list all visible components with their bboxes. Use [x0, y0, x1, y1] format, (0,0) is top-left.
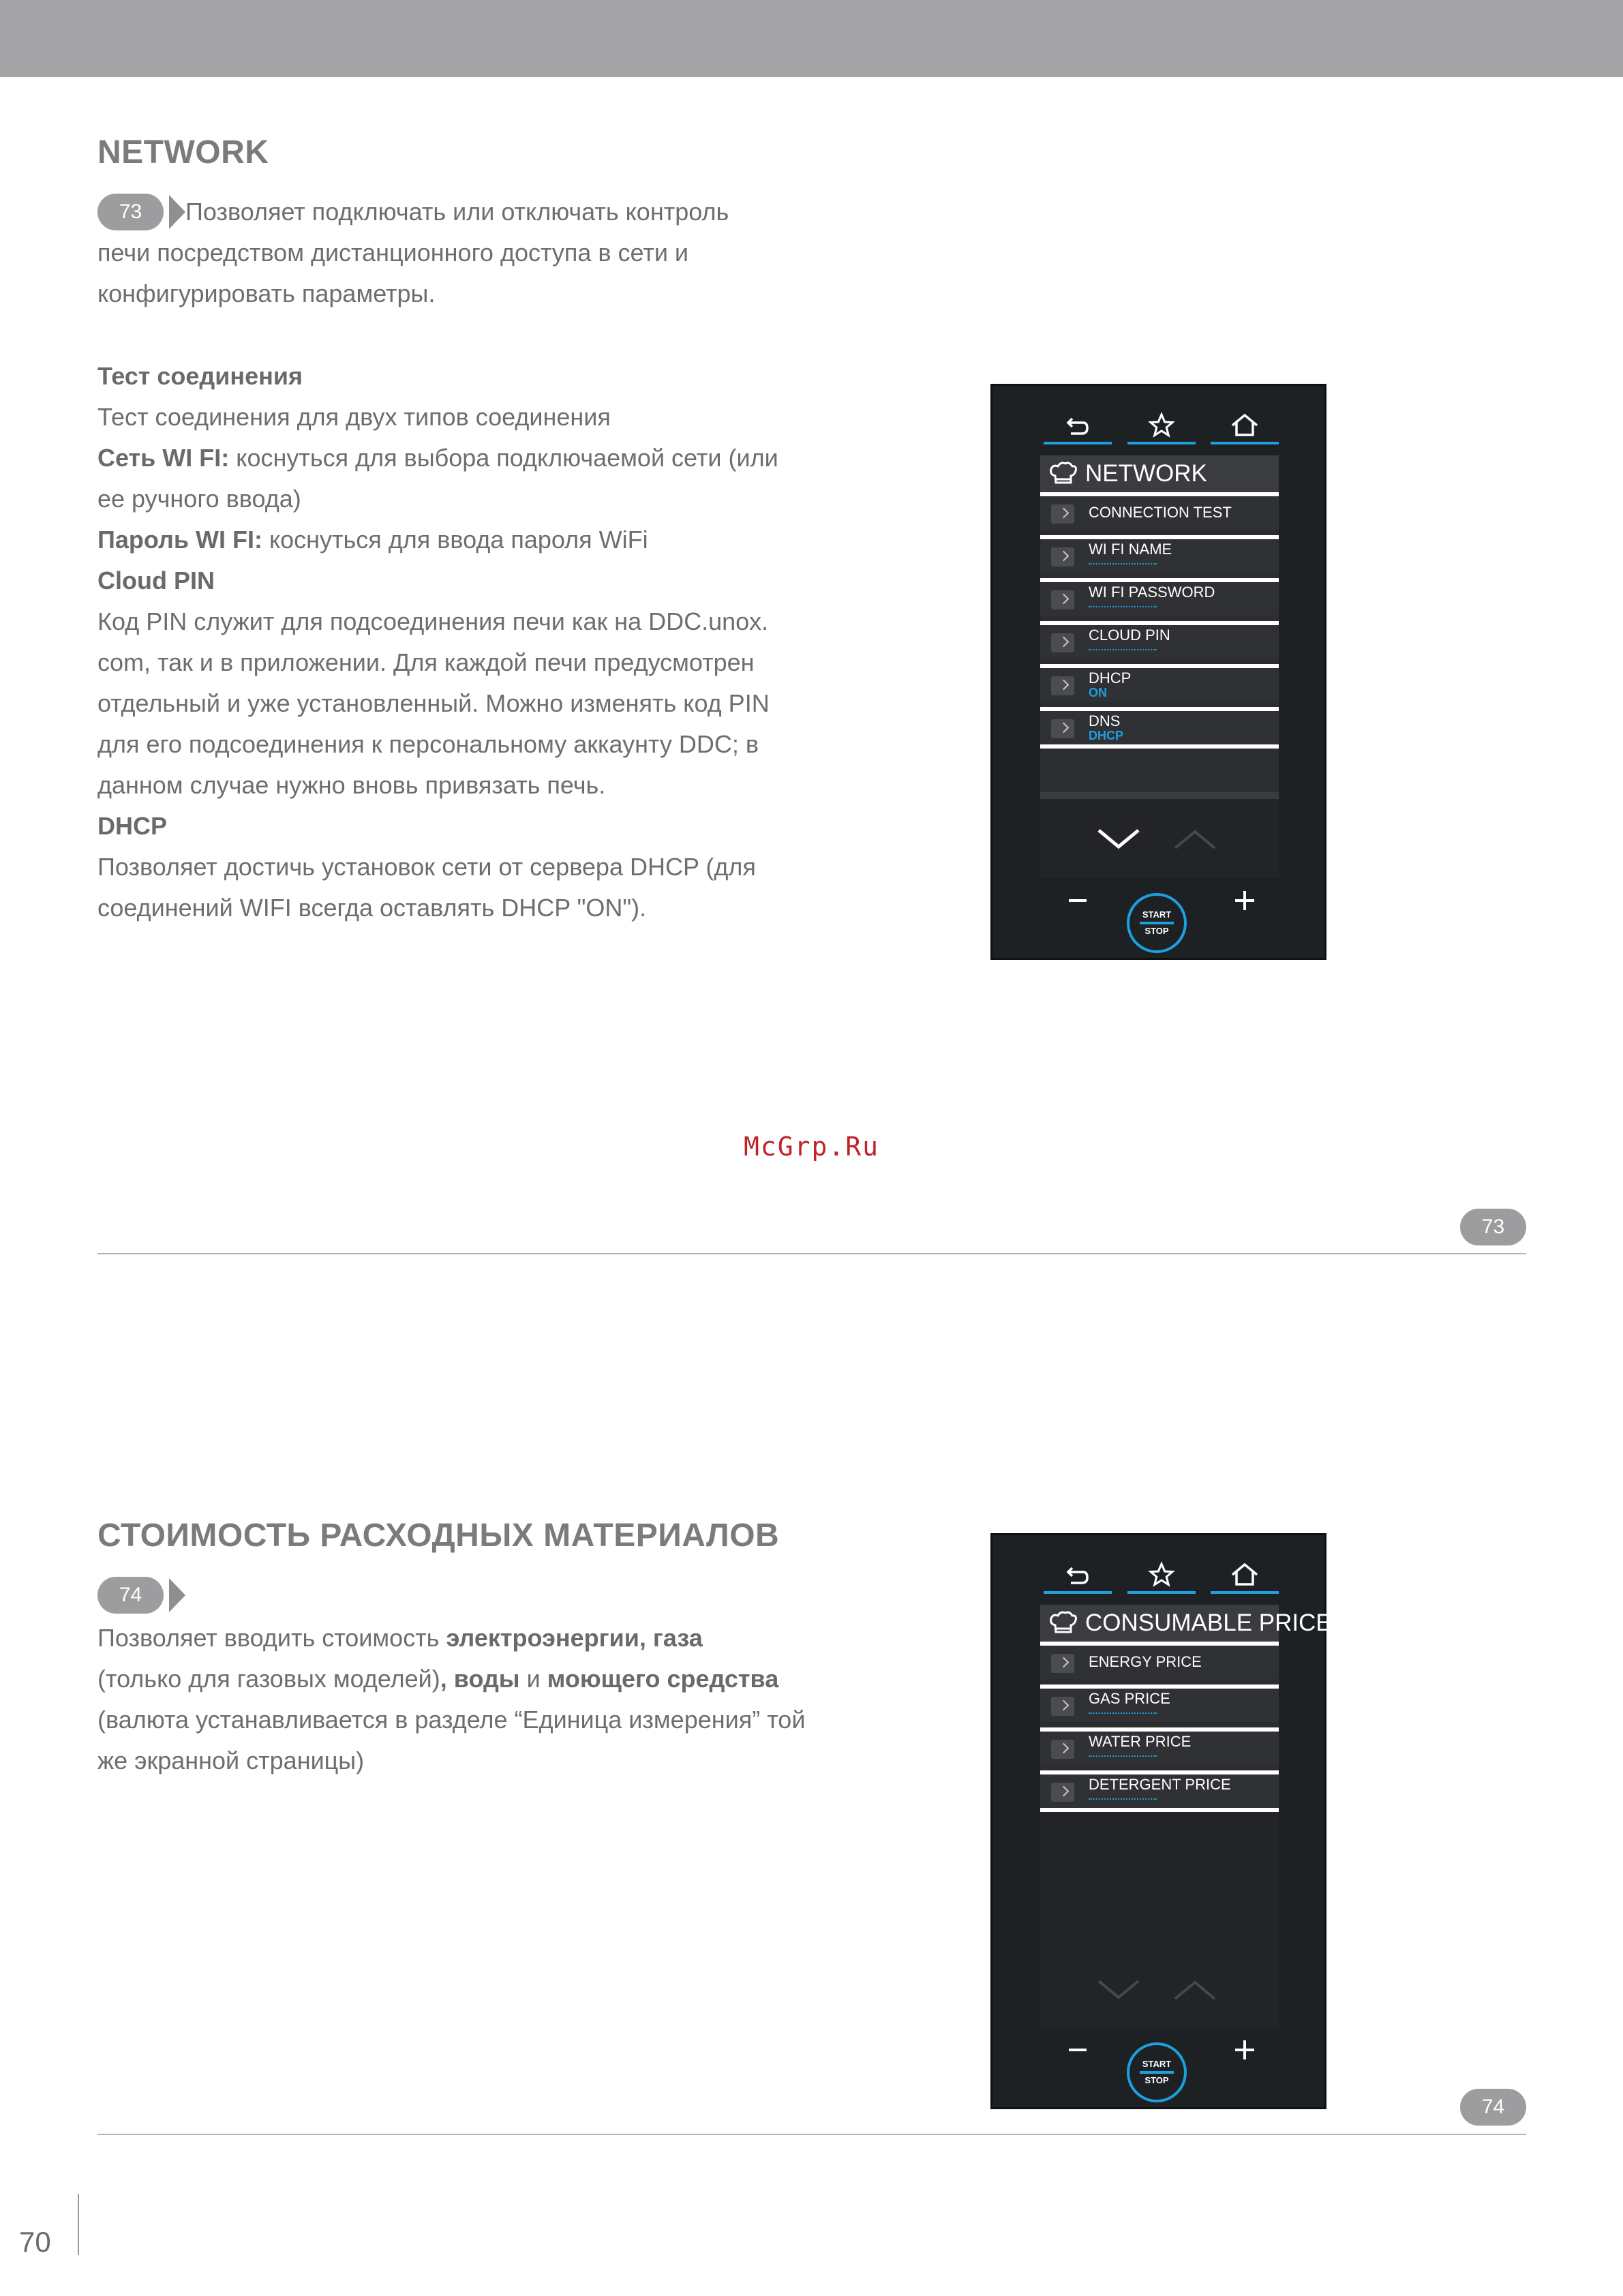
wifi-name-text: коснуться для выбора подключаемой сети (или — [229, 444, 778, 472]
scroll-indicator — [1040, 792, 1279, 799]
menu-item-cloud-pin[interactable] — [1040, 621, 1279, 659]
scroll-area — [1040, 1812, 1279, 2027]
page-number-divider — [78, 2194, 79, 2255]
intro-line-1: Позволяет подключать или отключать контроль — [185, 198, 729, 226]
wifi-name-label: Сеть WI FI: — [97, 444, 230, 472]
menu-item-label: WI FI NAME — [1089, 541, 1172, 558]
device-panel-network — [990, 384, 1326, 960]
start-label: START — [1142, 2059, 1172, 2069]
empty-value-placeholder — [1089, 1712, 1157, 1714]
device-screen — [1040, 455, 1279, 878]
start-stop-button[interactable] — [1127, 893, 1187, 953]
desc-line1-bold: электроэнергии, газа — [446, 1624, 703, 1652]
desc-line2-bold-detergent: моющего средства — [547, 1665, 779, 1693]
play-arrow-icon — [169, 195, 185, 229]
menu-item-water-price[interactable] — [1040, 1727, 1279, 1765]
intro-text — [97, 232, 688, 314]
wifi-name-text-2: ее ручного ввода) — [97, 485, 301, 513]
back-icon — [1064, 1561, 1091, 1588]
network-description — [97, 356, 778, 928]
list-end-divider — [1040, 744, 1279, 749]
plus-icon — [1232, 2036, 1257, 2064]
watermark: McGrp.Ru — [743, 1132, 880, 1162]
empty-value-placeholder — [1089, 563, 1157, 564]
scroll-area — [1040, 799, 1279, 878]
chef-hat-icon — [1048, 461, 1078, 488]
home-icon — [1230, 1561, 1260, 1588]
menu-item-gas-price[interactable] — [1040, 1685, 1279, 1722]
menu-item-label: CONNECTION TEST — [1089, 504, 1232, 521]
menu-item-label: CLOUD PIN — [1089, 626, 1170, 644]
screen-title: CONSUMABLE PRICE — [1085, 1610, 1332, 1636]
desc-line3: (валюта устанавливается в разделе “Единица измерения” той — [97, 1706, 806, 1734]
cloud-line-3: отдельный и уже установленный. Можно изменять код PIN — [97, 689, 770, 717]
page-number: 70 — [19, 2226, 51, 2258]
desc-line2-c: и — [519, 1665, 547, 1693]
home-icon — [1230, 412, 1260, 439]
cloud-line-5: данном случае нужно вновь привязать печь. — [97, 771, 606, 799]
screen-title-bar — [1040, 455, 1279, 492]
chevron-right-icon — [1051, 504, 1074, 524]
favorite-button[interactable] — [1127, 406, 1196, 444]
plus-button[interactable] — [1232, 887, 1257, 922]
cloud-line-2: com, так и в приложении. Для каждой печи предусмотрен — [97, 648, 755, 676]
play-arrow-icon — [169, 1578, 185, 1612]
back-icon — [1064, 412, 1091, 439]
minus-button[interactable] — [1066, 887, 1089, 922]
chevron-right-icon — [1051, 676, 1074, 695]
empty-value-placeholder — [1089, 606, 1157, 607]
menu-item-wifi-name[interactable] — [1040, 535, 1279, 573]
menu-item-connection-test[interactable] — [1040, 492, 1279, 530]
menu-item-value: ON — [1089, 686, 1107, 699]
plus-button[interactable] — [1232, 2036, 1257, 2071]
screen-title-bar — [1040, 1605, 1332, 1642]
intro-line-2: печи посредством дистанционного доступа в сети и — [97, 239, 689, 267]
dhcp-line-2: соединений WIFI всегда оставлять DHCP "ON"). — [97, 894, 647, 922]
cloud-heading: Cloud PIN — [97, 567, 215, 594]
cloud-line-4: для его подсоединения к персональному аккаунту DDC; в — [97, 730, 759, 758]
menu-item-detergent-price[interactable] — [1040, 1770, 1279, 1808]
menu-item-label: WATER PRICE — [1089, 1733, 1192, 1750]
step-badge-73: 73 — [97, 194, 164, 230]
start-stop-divider — [1140, 922, 1174, 924]
stop-label: STOP — [1144, 2075, 1169, 2085]
consumables-description — [97, 1618, 805, 1781]
empty-value-placeholder — [1089, 1755, 1157, 1757]
chef-hat-icon — [1048, 1610, 1078, 1637]
menu-item-label: DHCP — [1089, 669, 1132, 686]
cloud-line-1: Код PIN служит для подсоединения печи как на DDC.unox. — [97, 607, 769, 635]
section-divider — [97, 1253, 1526, 1254]
menu-item-wifi-password[interactable] — [1040, 578, 1279, 616]
chevron-right-icon — [1051, 1740, 1074, 1759]
minus-icon — [1066, 2036, 1089, 2064]
scroll-down-icon[interactable] — [1095, 1976, 1142, 2003]
home-button[interactable] — [1211, 406, 1279, 444]
chevron-right-icon — [1051, 590, 1074, 609]
minus-button[interactable] — [1066, 2036, 1089, 2071]
desc-line4: же экранной страницы) — [97, 1747, 365, 1774]
empty-value-placeholder — [1089, 1798, 1157, 1800]
chevron-right-icon — [1051, 1654, 1074, 1673]
empty-value-placeholder — [1089, 649, 1157, 650]
menu-item-energy-price[interactable] — [1040, 1642, 1279, 1679]
wifi-pass-text: коснуться для ввода пароля WiFi — [262, 526, 648, 554]
back-button[interactable] — [1044, 406, 1112, 444]
start-stop-divider — [1140, 2071, 1174, 2074]
dhcp-heading: DHCP — [97, 812, 168, 840]
dhcp-line-1: Позволяет достичь установок сети от сервера DHCP (для — [97, 853, 756, 881]
scroll-up-icon[interactable] — [1171, 1978, 1219, 2002]
chevron-right-icon — [1051, 1697, 1074, 1716]
scroll-up-icon[interactable] — [1171, 828, 1219, 851]
wifi-pass-label: Пароль WI FI: — [97, 526, 262, 554]
menu-item-label: ENERGY PRICE — [1089, 1653, 1202, 1670]
step-badge-74: 74 — [97, 1577, 164, 1614]
star-icon — [1148, 1561, 1175, 1588]
home-button[interactable] — [1211, 1556, 1279, 1594]
back-button[interactable] — [1044, 1556, 1112, 1594]
device-panel-consumable-price — [990, 1533, 1332, 2109]
start-stop-button[interactable] — [1127, 2042, 1187, 2102]
section-title-network: NETWORK — [97, 134, 269, 170]
star-icon — [1148, 412, 1175, 439]
desc-line2-a: (только для газовых моделей) — [97, 1665, 440, 1693]
device-screen — [1040, 1605, 1332, 2027]
top-header-bar — [0, 0, 1623, 77]
intro-line-3: конфигурировать параметры. — [97, 280, 436, 307]
menu-item-dns[interactable] — [1040, 707, 1279, 744]
stop-label: STOP — [1144, 926, 1169, 936]
chevron-right-icon — [1051, 547, 1074, 567]
menu-item-value: DHCP — [1089, 729, 1124, 742]
plus-icon — [1232, 887, 1257, 914]
chevron-right-icon — [1051, 719, 1074, 738]
scroll-down-icon[interactable] — [1095, 825, 1142, 852]
chevron-right-icon — [1051, 633, 1074, 652]
chevron-right-icon — [1051, 1783, 1074, 1802]
footer-badge-74: 74 — [1460, 2089, 1526, 2126]
menu-item-label: WI FI PASSWORD — [1089, 584, 1215, 601]
footer-badge-73: 73 — [1460, 1209, 1526, 1245]
test-text: Тест соединения для двух типов соединения — [97, 403, 611, 431]
test-heading: Тест соединения — [97, 362, 303, 390]
section-title-consumables: СТОИМОСТЬ РАСХОДНЫХ МАТЕРИАЛОВ — [97, 1517, 780, 1554]
desc-line2-bold-water: , воды — [440, 1665, 520, 1693]
menu-item-dhcp[interactable] — [1040, 664, 1279, 701]
menu-item-label: GAS PRICE — [1089, 1690, 1170, 1707]
menu-item-label: DETERGENT PRICE — [1089, 1776, 1231, 1793]
screen-title: NETWORK — [1085, 460, 1207, 487]
start-label: START — [1142, 909, 1172, 920]
menu-item-label: DNS — [1089, 712, 1121, 729]
favorite-button[interactable] — [1127, 1556, 1196, 1594]
section-divider — [97, 2134, 1526, 2135]
minus-icon — [1066, 887, 1089, 914]
desc-line1-a: Позволяет вводить стоимость — [97, 1624, 446, 1652]
